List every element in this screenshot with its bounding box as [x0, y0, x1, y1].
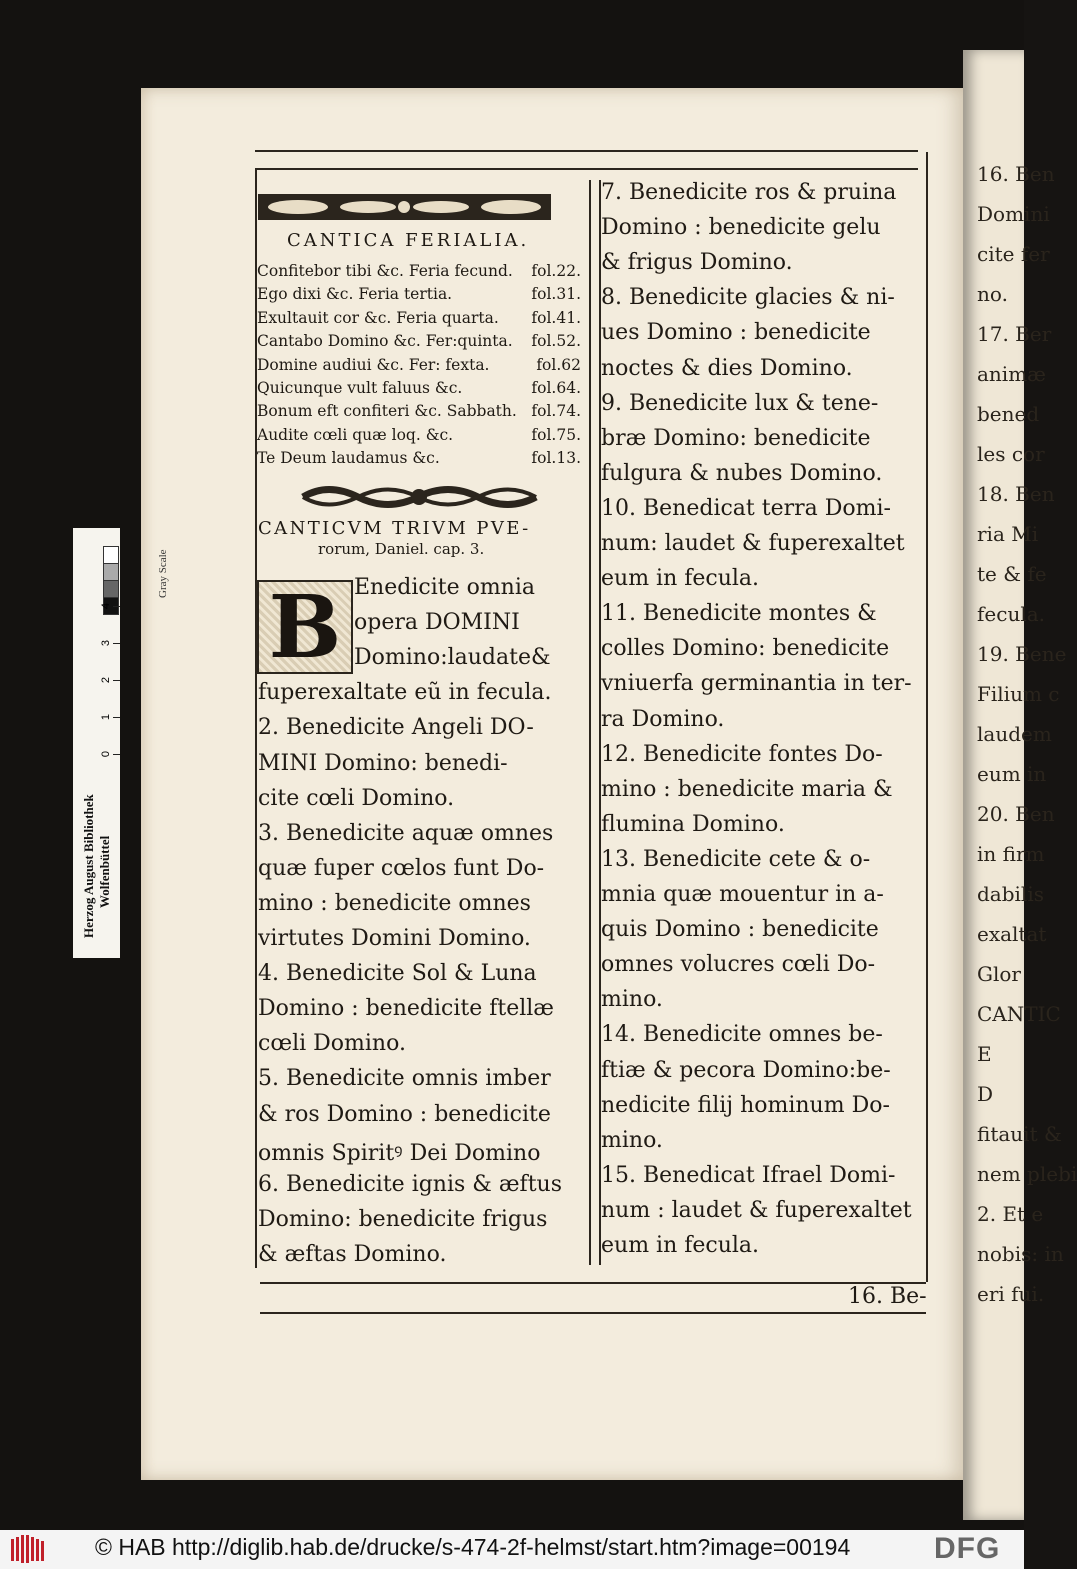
- dfg-logo: DFG: [934, 1532, 1001, 1565]
- verse-line: mino : benedicite maria &: [601, 776, 893, 802]
- ornament-middle: [298, 482, 541, 512]
- verse-line: fulgura & nubes Domino.: [601, 460, 883, 486]
- verse-line: MINI Domino: benedi-: [258, 750, 508, 776]
- verse-line: 3. Benedicite aquæ omnes: [258, 820, 554, 846]
- verse-line: & æftas Domino.: [258, 1241, 447, 1267]
- verse-line: 9. Benedicite lux & tene-: [601, 390, 879, 416]
- scale-tick-label: 4: [100, 602, 113, 610]
- index-title: Exultauit cor &c. Feria quarta.: [257, 308, 499, 327]
- verse-line: Domino : benedicite ftellæ: [258, 996, 554, 1022]
- verse-line: mino.: [601, 987, 663, 1013]
- scale-tick-label: 0: [100, 750, 113, 758]
- scale-city: Wolfenbüttel: [97, 835, 112, 908]
- next-page-fragment: in firm: [977, 842, 1045, 866]
- right-rule: [926, 152, 928, 1282]
- index-title: Te Deum laudamus &c.: [257, 449, 440, 468]
- verse-line: vniuerfa germinantia in ter-: [601, 671, 912, 697]
- index-title: Ego dixi &c. Feria tertia.: [257, 285, 453, 304]
- verse-line: 7. Benedicite ros & pruina: [601, 180, 897, 205]
- next-page-fragment: te & fe: [977, 562, 1047, 586]
- verse-line: fuperexaltate eũ in fecula.: [258, 680, 552, 706]
- index-row: [257, 379, 583, 401]
- index-folio: fol.13.: [531, 449, 581, 468]
- verse-line: colles Domino: benedicite: [601, 636, 890, 662]
- top-rule-inner: [255, 168, 918, 170]
- index-folio: fol.74.: [531, 402, 581, 421]
- next-page-fragment: 20. Ben: [977, 802, 1055, 826]
- next-page-fragment: 17. Ber: [977, 322, 1052, 346]
- index-row: [257, 402, 583, 424]
- verse-line: mino.: [601, 1127, 663, 1153]
- verse-line: ues Domino : benedicite: [601, 320, 871, 346]
- index-folio: fol.75.: [531, 425, 581, 444]
- scale-tick-mark: [113, 717, 120, 718]
- verse-line: 12. Benedicite fontes Do-: [601, 741, 883, 767]
- next-page-fragment: les cor: [977, 442, 1045, 466]
- verse-line: Enedicite omnia: [354, 575, 536, 600]
- next-page-fragment: Filium c: [977, 682, 1060, 706]
- next-page-fragment: CANTIC: [977, 1002, 1061, 1026]
- index-title: Quicunque vult faluus &c.: [257, 379, 463, 397]
- verse-line: mino : benedicite omnes: [258, 890, 531, 916]
- next-page-fragment: bened: [977, 402, 1040, 426]
- center-rule: [589, 180, 591, 1265]
- verse-line: & ros Domino : benedicite: [258, 1101, 551, 1127]
- next-page-fragment: cite fer: [977, 242, 1050, 266]
- verse-line: bræ Domino: benedicite: [601, 425, 871, 451]
- canticle-subtitle: rorum, Daniel. cap. 3.: [318, 540, 485, 558]
- index-folio: fol.52.: [531, 332, 581, 351]
- verse-line: Domino:laudate&: [354, 645, 551, 671]
- section-heading: CANTICA FERIALIA.: [287, 230, 530, 251]
- next-page-fragment: Domini: [977, 202, 1050, 226]
- next-page-fragment: nobis: in: [977, 1242, 1064, 1266]
- ornament-top: [258, 192, 551, 222]
- source-url-link[interactable]: © HAB http://diglib.hab.de/drucke/s-474-2f-helmst/start.htm?image=00194: [95, 1534, 851, 1560]
- index-title: Bonum eft confiteri &c. Sabbath.: [257, 402, 517, 421]
- next-page-edge: [963, 50, 1077, 1520]
- verse-line: flumina Domino.: [601, 811, 785, 837]
- next-page-fragment: eri fui.: [977, 1282, 1045, 1306]
- verse-line: Domino : benedicite gelu: [601, 215, 881, 241]
- verse-line: Domino: benedicite frigus: [258, 1206, 548, 1232]
- next-page-fragment: animæ: [977, 362, 1046, 386]
- verse-line: virtutes Domini Domino.: [258, 926, 531, 951]
- verse-line: 5. Benedicite omnis imber: [258, 1066, 551, 1092]
- verse-line: eum in fecula.: [601, 566, 760, 592]
- hab-logo-icon: [10, 1535, 45, 1563]
- verse-line: nedicite filij hominum Do-: [601, 1092, 890, 1118]
- next-page-fragment: 2. Et e: [977, 1202, 1044, 1226]
- verse-line: opera DOMINI: [354, 610, 520, 636]
- next-page-fragment: 16. Ben: [977, 162, 1055, 186]
- verse-line: omnis Spiritꝰ Dei Domino: [258, 1140, 541, 1166]
- next-page-fragment: no.: [977, 282, 1008, 306]
- gray-swatch-mid: [103, 580, 119, 598]
- next-page-fragment: fitauit &: [977, 1122, 1062, 1146]
- index-row: [257, 262, 583, 284]
- index-folio: fol.22.: [531, 262, 581, 280]
- verse-line: ftiæ & pecora Domino:be-: [601, 1057, 891, 1083]
- index-folio: fol.62: [536, 355, 581, 374]
- scale-tick-mark: [113, 680, 120, 681]
- gray-swatch-white: [103, 546, 119, 564]
- decorated-initial: B: [257, 580, 353, 674]
- index-row: [257, 332, 583, 354]
- next-page-fragment: fecula.: [977, 602, 1045, 626]
- index-title: Cantabo Domino &c. Fer:quinta.: [257, 332, 513, 351]
- next-page-fragment: nem plebi: [977, 1162, 1077, 1186]
- next-page-fragment: exaltat: [977, 922, 1047, 946]
- verse-line: 14. Benedicite omnes be-: [601, 1022, 883, 1048]
- next-page-fragment: Glor: [977, 962, 1021, 986]
- next-page-fragment: 19. Bene: [977, 642, 1067, 666]
- verse-line: ra Domino.: [601, 706, 725, 732]
- bottom-rule: [260, 1282, 926, 1284]
- verse-line: mnia quæ mouentur in a-: [601, 882, 884, 907]
- footer-bar: [0, 1530, 1024, 1569]
- verse-line: noctes & dies Domino.: [601, 355, 853, 381]
- verse-line: 13. Benedicite cete & o-: [601, 846, 871, 872]
- scale-tick-label: 2: [100, 676, 113, 684]
- scale-tick-mark: [113, 643, 120, 644]
- next-page-fragment: E: [977, 1042, 992, 1066]
- verse-line: quæ fuper cœlos funt Do-: [258, 855, 545, 881]
- index-row: [257, 449, 583, 471]
- verse-line: 15. Benedicat Ifrael Domi-: [601, 1162, 896, 1188]
- verse-line: cœli Domino.: [258, 1031, 406, 1057]
- index-title: Confitebor tibi &c. Feria fecund.: [257, 262, 513, 280]
- index-row: [257, 356, 583, 378]
- catchword: 16. Be-: [848, 1284, 927, 1309]
- scale-institution: Herzog August Bibliothek: [81, 794, 96, 938]
- scale-tick-label: 1: [100, 713, 113, 721]
- index-row: [257, 285, 583, 307]
- index-title: Domine audiui &c. Fer: fexta.: [257, 355, 490, 374]
- verse-line: 10. Benedicat terra Domi-: [601, 495, 891, 521]
- index-folio: fol.31.: [531, 285, 581, 304]
- next-page-fragment: laudem: [977, 722, 1052, 746]
- verse-line: eum in fecula.: [601, 1233, 760, 1258]
- gray-scale-ruler: [73, 528, 169, 958]
- next-page-fragment: dabilis: [977, 882, 1044, 906]
- verse-line: omnes volucres cœli Do-: [601, 952, 876, 978]
- index-title: Audite cœli quæ loq. &c.: [257, 425, 454, 444]
- verse-line: num: laudet & fuperexaltet: [601, 531, 905, 556]
- canticle-title: CANTICVM TRIVM PVE-: [258, 518, 531, 539]
- next-page-fragment: 18. Ben: [977, 482, 1055, 506]
- next-page-fragment: D: [977, 1082, 994, 1106]
- next-page-fragment: eum in: [977, 762, 1047, 786]
- index-folio: fol.64.: [531, 379, 581, 397]
- scale-tick-mark: [113, 754, 120, 755]
- verse-line: 6. Benedicite ignis & æftus: [258, 1171, 562, 1197]
- verse-line: 8. Benedicite glacies & ni-: [601, 285, 895, 311]
- index-row: [257, 426, 583, 448]
- verse-line: 2. Benedicite Angeli DO-: [258, 715, 534, 741]
- verse-line: & frigus Domino.: [601, 250, 793, 276]
- verse-line: cite cœli Domino.: [258, 785, 455, 811]
- next-page-fragment: ria Mi: [977, 522, 1039, 546]
- scale-tick-mark: [113, 606, 120, 607]
- index-row: [257, 309, 583, 331]
- verse-line: 4. Benedicite Sol & Luna: [258, 961, 537, 987]
- verse-line: quis Domino : benedicite: [601, 917, 879, 943]
- top-rule: [255, 150, 918, 152]
- bottom-rule-2: [260, 1312, 926, 1314]
- scale-tick-label: 3: [100, 639, 113, 647]
- gray-swatch-light: [103, 563, 119, 581]
- scale-label: Gray Scale: [157, 549, 169, 598]
- index-folio: fol.41.: [531, 308, 581, 327]
- verse-line: 11. Benedicite montes &: [601, 601, 877, 627]
- verse-line: num : laudet & fuperexaltet: [601, 1197, 912, 1223]
